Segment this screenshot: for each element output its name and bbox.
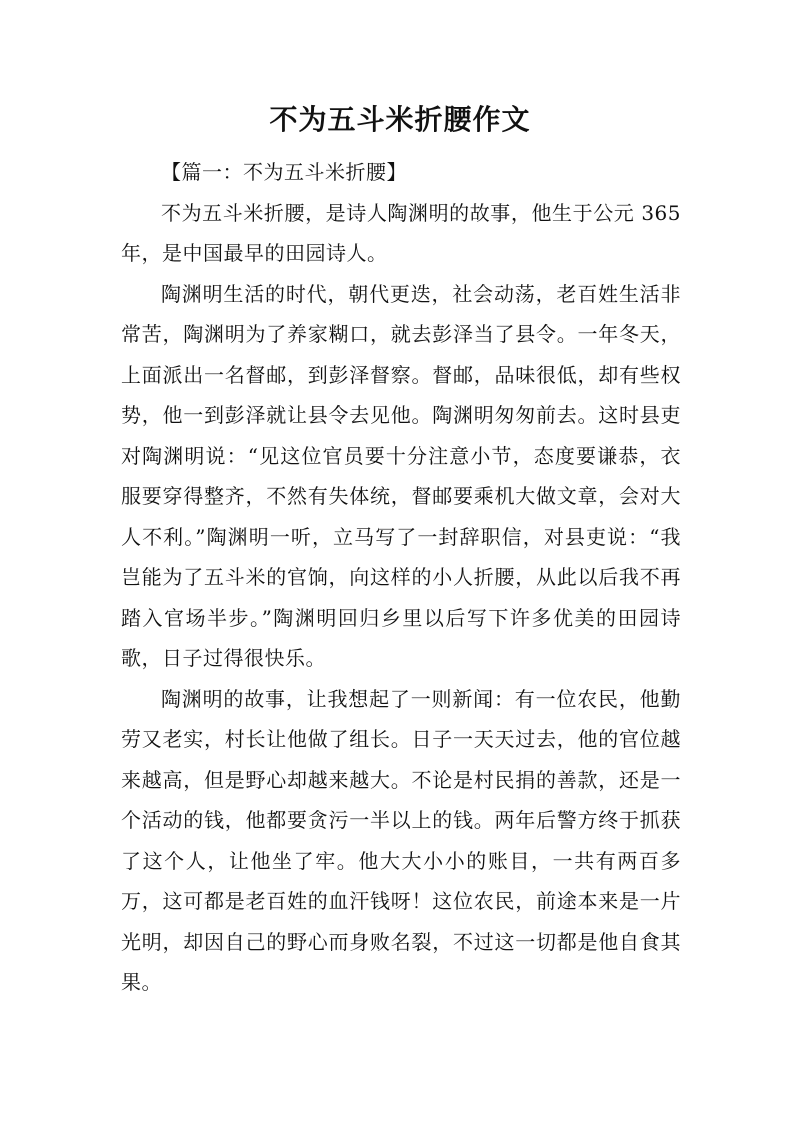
- section-heading: 【篇一：不为五斗米折腰】: [161, 160, 407, 184]
- document-title: 不为五斗米折腰作文: [269, 103, 531, 136]
- paragraph-1: 不为五斗米折腰，是诗人陶渊明的故事，他生于公元 365 年，是中国最早的田园诗人。: [121, 200, 681, 265]
- document-body: [121, 152, 681, 1003]
- paragraph-3: 陶渊明的故事，让我想起了一则新闻：有一位农民，他勤劳又老实，村长让他做了组长。日子一天天过去，他的官位越来越高，但是野心却越来越大。不论是村民捐的善款，还是一个活动的钱，他都要贪污一半以上的钱。两年后警方终于抓获了这个人，让他坐了牢。他大大小小的账目，一共有两百多万，这可都是老百姓的血汗钱呀！这位农民，前途本来是一片光明，却因自己的野心而身败名裂，不过这一切都是他自食其果。: [121, 686, 681, 994]
- paragraph-2: 陶渊明生活的时代，朝代更迭，社会动荡，老百姓生活非常苦，陶渊明为了养家糊口，就去彭泽当了县令。一年冬天，上面派出一名督邮，到彭泽督察。督邮，品味很低，却有些权势，他一到彭泽就让县令去见他。陶渊明匆匆前去。这时县吏对陶渊明说：“见这位官员要十分注意小节，态度要谦恭，衣服要穿得整齐，不然有失体统，督邮要乘机大做文章，会对大人不利。”陶渊明一听，立马写了一封辞职信，对县吏说：“我岂能为了五斗米的官饷，向这样的小人折腰，从此以后我不再踏入官场半步。”陶渊明回归乡里以后写下许多优美的田园诗歌，日子过得很快乐。: [121, 281, 681, 670]
